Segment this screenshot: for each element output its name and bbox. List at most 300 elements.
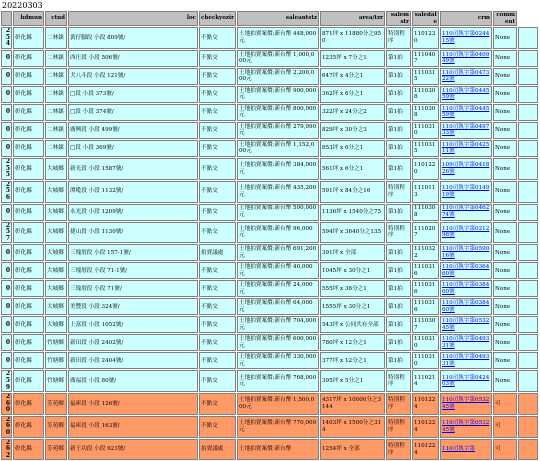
auction-round-cell: 特別程序 bbox=[386, 181, 411, 203]
status-cell: 不點交 bbox=[199, 181, 236, 203]
location-cell: 新王功段 小段 923號/ bbox=[68, 439, 198, 461]
row-index: 0 bbox=[1, 244, 12, 261]
case-number-link[interactable]: 110司執字第024415號 bbox=[442, 31, 490, 45]
town-cell: 芳苑鄉 bbox=[45, 439, 67, 461]
status-cell: 不點交 bbox=[199, 122, 236, 139]
sale-date-cell: 1110310 bbox=[412, 352, 439, 369]
row-index: 0 bbox=[1, 68, 12, 85]
status-cell: 不點交 bbox=[199, 140, 236, 157]
area-cell: 1235坪 x 7分之1 bbox=[320, 50, 385, 67]
sale-date-cell: 1110214 bbox=[412, 370, 439, 392]
column-header: salemstr bbox=[386, 11, 411, 26]
crm-cell: None bbox=[493, 352, 517, 369]
auction-round-cell: 第1拍 bbox=[386, 50, 411, 67]
location-cell: 三塊厝段 小段 71號/ bbox=[68, 280, 198, 297]
comment-cell bbox=[518, 416, 538, 438]
report-date: 20220303 bbox=[2, 1, 43, 10]
sale-date-cell: 1110308 bbox=[412, 104, 439, 121]
comment-cell bbox=[518, 122, 538, 139]
status-cell: 拍賣議處 bbox=[199, 244, 236, 261]
sale-price-cell: 土地拍賣案價:新台幣 1,152,000元 bbox=[237, 140, 319, 157]
area-cell: 395坪 x 5分之1 bbox=[320, 370, 385, 392]
town-cell: 大城鄉 bbox=[45, 204, 67, 221]
sale-price-cell: 土地拍賣案價:新台幣 448,000元 bbox=[237, 27, 319, 49]
district-cell: 彰化縣 bbox=[13, 262, 44, 279]
case-number-link[interactable]: 110司執字第014919號 bbox=[442, 185, 490, 198]
sale-price-cell: 土地拍賣案價:新台幣 40,000元 bbox=[237, 262, 319, 279]
sale-price-cell: 土地拍賣案價:新台幣 1,000,000元 bbox=[237, 50, 319, 67]
district-cell: 彰化縣 bbox=[13, 222, 44, 244]
status-cell: 不點交 bbox=[199, 204, 236, 221]
area-cell: 362坪 x 6分之1 bbox=[320, 86, 385, 103]
comment-cell bbox=[518, 104, 538, 121]
status-cell: 不點交 bbox=[199, 86, 236, 103]
auction-round-cell: 第1拍 bbox=[386, 244, 411, 261]
sale-date-cell: 1110315 bbox=[412, 140, 439, 157]
row-index: 0 bbox=[1, 316, 12, 333]
sale-date-cell: 1110308 bbox=[412, 204, 439, 221]
case-number-cell bbox=[440, 262, 492, 279]
location-cell: 三塊厝段 小段 157-1號/ bbox=[68, 244, 198, 261]
area-cell: 543坪 x 公同共有全部 bbox=[320, 316, 385, 333]
case-number-link[interactable]: 110司執字第053245號 bbox=[442, 318, 490, 331]
district-cell: 彰化縣 bbox=[13, 104, 44, 121]
case-number-cell bbox=[440, 68, 492, 85]
sale-price-cell: 土地拍賣案價:新台幣 691,200元 bbox=[237, 244, 319, 261]
case-number-link[interactable]: 110司執字第038460號 bbox=[442, 300, 490, 313]
status-cell: 拍賣議處 bbox=[199, 439, 236, 461]
crm-cell: 可 bbox=[493, 416, 517, 438]
auction-table bbox=[0, 10, 539, 461]
location-cell: 黃仔腳段 小段 809號/ bbox=[68, 27, 198, 49]
sale-price-cell: 土地拍賣案價:新台幣 279,990元 bbox=[237, 122, 319, 139]
auction-round-cell: 第1拍 bbox=[386, 298, 411, 315]
town-cell: 二林鎮 bbox=[45, 140, 67, 157]
auction-round-cell: 第1拍 bbox=[386, 104, 411, 121]
case-number-link[interactable]: 110司執字第059016號 bbox=[442, 246, 490, 259]
table-row bbox=[1, 158, 538, 180]
comment-cell bbox=[518, 50, 538, 67]
district-cell: 彰化縣 bbox=[13, 352, 44, 369]
status-cell: 不點交 bbox=[199, 262, 236, 279]
area-cell: 780坪 x 12分之1 bbox=[320, 334, 385, 351]
sale-date-cell: 1101220 bbox=[412, 158, 439, 180]
column-header: checkyozir bbox=[199, 11, 236, 26]
status-cell: 不點交 bbox=[199, 50, 236, 67]
case-number-link[interactable]: 110司執字第053245號 bbox=[442, 397, 490, 410]
district-cell: 彰化縣 bbox=[13, 86, 44, 103]
sale-date-cell: 1101224 bbox=[412, 393, 439, 415]
column-header: hdmun bbox=[13, 11, 44, 26]
crm-cell: None bbox=[493, 122, 517, 139]
case-number-cell bbox=[440, 316, 492, 333]
row-index: 0 bbox=[1, 280, 12, 297]
row-index: 0 bbox=[1, 104, 12, 121]
location-cell: 廣興段 小段 499號/ bbox=[68, 122, 198, 139]
table-row bbox=[1, 244, 538, 261]
auction-round-cell: 特別程序 bbox=[386, 439, 411, 461]
table-row bbox=[1, 27, 538, 49]
district-cell: 彰化縣 bbox=[13, 68, 44, 85]
case-number-link[interactable]: 110司執字第044559號 bbox=[442, 87, 490, 101]
area-cell: 4317坪 x 10000分之3144 bbox=[320, 393, 385, 415]
column-header: saleantstz bbox=[237, 11, 319, 26]
case-number-cell bbox=[440, 280, 492, 297]
crm-cell: None bbox=[493, 86, 517, 103]
auction-round-cell: 第1拍 bbox=[386, 158, 411, 180]
status-cell: 不點交 bbox=[199, 370, 236, 392]
sale-price-cell: 土地拍賣案價:新台幣 bbox=[237, 439, 319, 461]
town-cell: 二林鎮 bbox=[45, 27, 67, 49]
district-cell: 彰化縣 bbox=[13, 439, 44, 461]
table-row bbox=[1, 222, 538, 244]
row-index: 254 bbox=[1, 27, 12, 49]
status-cell: 不點交 bbox=[199, 222, 236, 244]
district-cell: 彰化縣 bbox=[13, 122, 44, 139]
location-cell: □段 小段 369號/ bbox=[68, 140, 198, 157]
table-row bbox=[1, 439, 538, 461]
row-index: 259 bbox=[1, 370, 12, 392]
case-number-cell bbox=[440, 50, 492, 67]
row-index: 255 bbox=[1, 158, 12, 180]
status-cell: 不點交 bbox=[199, 393, 236, 415]
sale-date-cell: 1110310 bbox=[412, 122, 439, 139]
column-header: crm bbox=[440, 11, 492, 26]
district-cell: 彰化縣 bbox=[13, 158, 44, 180]
location-cell: 美豐段 小段 324號/ bbox=[68, 298, 198, 315]
comment-cell bbox=[518, 316, 538, 333]
table-row bbox=[1, 393, 538, 415]
case-number-cell bbox=[440, 352, 492, 369]
sale-price-cell: 土地拍賣案價:新台幣 500,000元 bbox=[237, 204, 319, 221]
sale-price-cell: 土地拍賣案價:新台幣 435,200元 bbox=[237, 181, 319, 203]
row-index: 0 bbox=[1, 140, 12, 157]
case-number-cell bbox=[440, 416, 492, 438]
sale-price-cell: 土地拍賣案價:新台幣 704,000元 bbox=[237, 316, 319, 333]
sale-date-cell: 1110315 bbox=[412, 68, 439, 85]
status-cell: 不點交 bbox=[199, 158, 236, 180]
district-cell: 彰化縣 bbox=[13, 140, 44, 157]
crm-cell: None bbox=[493, 262, 517, 279]
row-index: 0 bbox=[1, 204, 12, 221]
table-row bbox=[1, 104, 538, 121]
crm-cell: None bbox=[493, 27, 517, 49]
location-cell: 上富段 小段 1052號/ bbox=[68, 316, 198, 333]
case-number-cell bbox=[440, 86, 492, 103]
case-number-link[interactable]: 110司執字第049733號 bbox=[442, 123, 490, 137]
area-cell: 322坪 x 24分之2 bbox=[320, 104, 385, 121]
crm-cell: None bbox=[493, 244, 517, 261]
column-header bbox=[1, 11, 12, 26]
sale-price-cell: 土地拍賣案價:新台幣 900,000元 bbox=[237, 86, 319, 103]
location-cell: 福庫段 小段 163號/ bbox=[68, 416, 198, 438]
town-cell: 芳苑鄉 bbox=[45, 416, 67, 438]
area-cell: 853坪 x 6分之1 bbox=[320, 140, 385, 157]
table-row bbox=[1, 50, 538, 67]
comment-cell bbox=[518, 439, 538, 461]
status-cell: 不點交 bbox=[199, 334, 236, 351]
table-row bbox=[1, 86, 538, 103]
case-number-link[interactable]: 110司執字第036460號 bbox=[442, 264, 490, 277]
case-number-link[interactable]: 110司執字第040949號 bbox=[442, 51, 490, 65]
auction-round-cell: 第1拍 bbox=[386, 122, 411, 139]
area-cell: 391坪 x 全部 bbox=[320, 244, 385, 261]
sale-date-cell: 1110407 bbox=[412, 50, 439, 67]
case-number-cell bbox=[440, 140, 492, 157]
town-cell: 二林鎮 bbox=[45, 86, 67, 103]
column-header: area/tzr bbox=[320, 11, 385, 26]
sale-date-cell: 1110316 bbox=[412, 280, 439, 297]
location-cell: 新田段 小段 2404號/ bbox=[68, 352, 198, 369]
case-number-link[interactable]: 110司執字第049331號 bbox=[442, 336, 490, 349]
status-cell: 不點交 bbox=[199, 316, 236, 333]
auction-round-cell: 第1拍 bbox=[386, 86, 411, 103]
town-cell: 竹塘鄉 bbox=[45, 370, 67, 392]
row-index: 0 bbox=[1, 298, 12, 315]
auction-round-cell: 第1拍 bbox=[386, 352, 411, 369]
crm-cell: None bbox=[493, 222, 517, 244]
sale-date-cell: 1110310 bbox=[412, 334, 439, 351]
case-number-cell bbox=[440, 204, 492, 221]
town-cell: 竹塘鄉 bbox=[45, 334, 67, 351]
sale-price-cell: 土地拍賣案價:新台幣 2,200,000元 bbox=[237, 68, 319, 85]
comment-cell bbox=[518, 27, 538, 49]
case-number-cell bbox=[440, 439, 492, 461]
location-cell: □段 小段 374號/ bbox=[68, 104, 198, 121]
column-header: loc bbox=[68, 11, 198, 26]
sale-price-cell: 土地拍賣案價:新台幣 24,000元 bbox=[237, 280, 319, 297]
table-row bbox=[1, 334, 538, 351]
town-cell: 大城鄉 bbox=[45, 298, 67, 315]
sale-date-cell: 1110316 bbox=[412, 262, 439, 279]
comment-cell bbox=[518, 262, 538, 279]
area-cell: 647坪 x 4分之1 bbox=[320, 68, 385, 85]
district-cell: 彰化縣 bbox=[13, 50, 44, 67]
town-cell: 二林鎮 bbox=[45, 50, 67, 67]
row-index: 0 bbox=[1, 334, 12, 351]
comment-cell bbox=[518, 244, 538, 261]
comment-cell bbox=[518, 393, 538, 415]
case-number-link[interactable]: 110司執字第047322號 bbox=[442, 69, 490, 83]
case-number-cell bbox=[440, 104, 492, 121]
town-cell: 芳苑鄉 bbox=[45, 393, 67, 415]
case-number-cell bbox=[440, 298, 492, 315]
sale-date-cell: 1101224 bbox=[412, 439, 439, 461]
comment-cell bbox=[518, 204, 538, 221]
auction-round-cell: 第1拍 bbox=[386, 316, 411, 333]
column-header: comment bbox=[493, 11, 517, 26]
case-number-cell bbox=[440, 181, 492, 203]
row-index: 257 bbox=[1, 222, 12, 244]
sale-price-cell: 土地拍賣案價:新台幣 800,000元 bbox=[237, 104, 319, 121]
crm-cell: None bbox=[493, 280, 517, 297]
header-row bbox=[1, 11, 538, 26]
sale-price-cell: 土地拍賣案價:新台幣 330,000元 bbox=[237, 352, 319, 369]
sale-date-cell: 1110308 bbox=[412, 86, 439, 103]
table-row bbox=[1, 416, 538, 438]
case-number-cell bbox=[440, 370, 492, 392]
crm-cell: None bbox=[493, 298, 517, 315]
case-number-link[interactable]: 110司執字第046274號 bbox=[442, 205, 490, 219]
auction-round-cell: 特別程序 bbox=[386, 416, 411, 438]
area-cell: 555坪 x 36分之1 bbox=[320, 280, 385, 297]
table-row bbox=[1, 122, 538, 139]
crm-cell: None bbox=[493, 140, 517, 157]
area-cell: 1045坪 x 30分之1 bbox=[320, 262, 385, 279]
sale-price-cell: 土地拍賣案價:新台幣 768,000元 bbox=[237, 370, 319, 392]
location-cell: 新光段 小段 1587號/ bbox=[68, 158, 198, 180]
comment-cell bbox=[518, 370, 538, 392]
comment-cell bbox=[518, 68, 538, 85]
table-row bbox=[1, 298, 538, 315]
row-index: 0 bbox=[1, 50, 12, 67]
case-number-link[interactable]: 110司執字第044559號 bbox=[442, 105, 490, 119]
row-index: 0 bbox=[1, 122, 12, 139]
location-cell: 捷山段 小段 1130號/ bbox=[68, 222, 198, 244]
comment-cell bbox=[518, 181, 538, 203]
location-cell: 福庫段 小段 126號/ bbox=[68, 393, 198, 415]
auction-round-cell: 第1拍 bbox=[386, 280, 411, 297]
status-cell: 不點交 bbox=[199, 280, 236, 297]
case-number-cell bbox=[440, 158, 492, 180]
case-number-link[interactable]: 110司執字第042403號 bbox=[442, 374, 490, 388]
district-cell: 彰化縣 bbox=[13, 416, 44, 438]
district-cell: 彰化縣 bbox=[13, 204, 44, 221]
town-cell: 大城鄉 bbox=[45, 222, 67, 244]
row-index: 0 bbox=[1, 262, 12, 279]
comment-cell bbox=[518, 280, 538, 297]
comment-cell bbox=[518, 158, 538, 180]
location-cell: 新田段 小段 2402號/ bbox=[68, 334, 198, 351]
table-row bbox=[1, 140, 538, 157]
area-cell: 829坪 x 30分之3 bbox=[320, 122, 385, 139]
town-cell: 大城鄉 bbox=[45, 316, 67, 333]
sale-price-cell: 土地拍賣案價:新台幣 600,000元 bbox=[237, 334, 319, 351]
sale-date-cell: 1110316 bbox=[412, 298, 439, 315]
row-index: 260 bbox=[1, 416, 12, 438]
comment-cell bbox=[518, 222, 538, 244]
comment-cell bbox=[518, 352, 538, 369]
case-number-link[interactable]: 110司執字第049331號 bbox=[442, 354, 490, 367]
town-cell: 大城鄉 bbox=[45, 262, 67, 279]
case-number-link[interactable]: 110司執字第 bbox=[442, 446, 476, 453]
case-number-link[interactable]: 110司執字第053245號 bbox=[442, 420, 490, 433]
crm-cell: None bbox=[493, 68, 517, 85]
case-number-link[interactable]: 109司執字第041826號 bbox=[442, 162, 490, 175]
auction-round-cell: 特別程序 bbox=[386, 27, 411, 49]
row-index: 256 bbox=[1, 181, 12, 203]
location-cell: 西庄段 小段 506號/ bbox=[68, 50, 198, 67]
row-index: 260 bbox=[1, 393, 12, 415]
table-row bbox=[1, 370, 538, 392]
sale-price-cell: 土地拍賣案價:新台幣 64,000元 bbox=[237, 298, 319, 315]
auction-round-cell: 特別程序 bbox=[386, 370, 411, 392]
sale-price-cell: 土地拍賣案價:新台幣 96,000元 bbox=[237, 222, 319, 244]
area-cell: 1254坪 x 全部 bbox=[320, 439, 385, 461]
table-row bbox=[1, 262, 538, 279]
auction-round-cell: 第1拍 bbox=[386, 140, 411, 157]
case-number-link[interactable]: 110司執字第042511號 bbox=[442, 141, 490, 155]
area-cell: 1403坪 x 1500分之314 bbox=[320, 416, 385, 438]
table-row bbox=[1, 280, 538, 297]
case-number-cell bbox=[440, 122, 492, 139]
crm-cell: None bbox=[493, 104, 517, 121]
area-cell: 377坪 x 12分之1 bbox=[320, 352, 385, 369]
auction-round-cell: 特別程序 bbox=[386, 222, 411, 244]
area-cell: 871坪 x 11880分之950 bbox=[320, 27, 385, 49]
town-cell: 竹塘鄉 bbox=[45, 352, 67, 369]
table-row bbox=[1, 352, 538, 369]
table-row bbox=[1, 181, 538, 203]
case-number-cell bbox=[440, 334, 492, 351]
location-cell: 潭墘段 小段 1132號/ bbox=[68, 181, 198, 203]
crm-cell: 可 bbox=[493, 439, 517, 461]
case-number-cell bbox=[440, 244, 492, 261]
area-cell: 1555坪 x 30分之1 bbox=[320, 298, 385, 315]
sale-date-cell: 1110113 bbox=[412, 181, 439, 203]
area-cell: 594坪 x 3640分之135 bbox=[320, 222, 385, 244]
district-cell: 彰化縣 bbox=[13, 27, 44, 49]
location-cell: 犬八斗段 小段 121號/ bbox=[68, 68, 198, 85]
sale-date-cell: 1110322 bbox=[412, 244, 439, 261]
sale-date-cell: 1101230 bbox=[412, 27, 439, 49]
district-cell: 彰化縣 bbox=[13, 244, 44, 261]
area-cell: 561坪 x 6分之1 bbox=[320, 158, 385, 180]
auction-round-cell: 第1拍 bbox=[386, 334, 411, 351]
town-cell: 大城鄉 bbox=[45, 280, 67, 297]
comment-cell bbox=[518, 334, 538, 351]
status-cell: 不點交 bbox=[199, 298, 236, 315]
case-number-cell bbox=[440, 393, 492, 415]
sale-date-cell: 1101224 bbox=[412, 416, 439, 438]
comment-cell bbox=[518, 298, 538, 315]
location-cell: 永光段 小段 1209號/ bbox=[68, 204, 198, 221]
status-cell: 不點交 bbox=[199, 27, 236, 49]
status-cell: 不點交 bbox=[199, 352, 236, 369]
town-cell: 大城鄉 bbox=[45, 244, 67, 261]
sale-price-cell: 土地拍賣案價:新台幣 384,000元 bbox=[237, 158, 319, 180]
auction-round-cell: 第1拍 bbox=[386, 262, 411, 279]
status-cell: 不點交 bbox=[199, 416, 236, 438]
auction-round-cell: 第1拍 bbox=[386, 204, 411, 221]
row-index: 262 bbox=[1, 439, 12, 461]
crm-cell: None bbox=[493, 370, 517, 392]
crm-cell: None bbox=[493, 204, 517, 221]
status-cell: 不點交 bbox=[199, 104, 236, 121]
district-cell: 彰化縣 bbox=[13, 316, 44, 333]
area-cell: 1136坪 x 1540分之75 bbox=[320, 204, 385, 221]
row-index: 0 bbox=[1, 352, 12, 369]
column-header: saledate bbox=[412, 11, 439, 26]
district-cell: 彰化縣 bbox=[13, 393, 44, 415]
comment-cell bbox=[518, 140, 538, 157]
status-cell: 不點交 bbox=[199, 68, 236, 85]
table-row bbox=[1, 316, 538, 333]
case-number-link[interactable]: 110司執字第038460號 bbox=[442, 282, 490, 295]
location-cell: 三塊厝段 小段 71-1號/ bbox=[68, 262, 198, 279]
district-cell: 彰化縣 bbox=[13, 181, 44, 203]
location-cell: □段 小段 373號/ bbox=[68, 86, 198, 103]
comment-cell bbox=[518, 86, 538, 103]
crm-cell: 可 bbox=[493, 393, 517, 415]
town-cell: 二林鎮 bbox=[45, 68, 67, 85]
crm-cell: None bbox=[493, 50, 517, 67]
row-index: 0 bbox=[1, 86, 12, 103]
town-cell: 二林鎮 bbox=[45, 122, 67, 139]
sale-date-cell: 1110207 bbox=[412, 222, 439, 244]
district-cell: 彰化縣 bbox=[13, 334, 44, 351]
case-number-link[interactable]: 110司執字第021298號 bbox=[442, 225, 490, 239]
